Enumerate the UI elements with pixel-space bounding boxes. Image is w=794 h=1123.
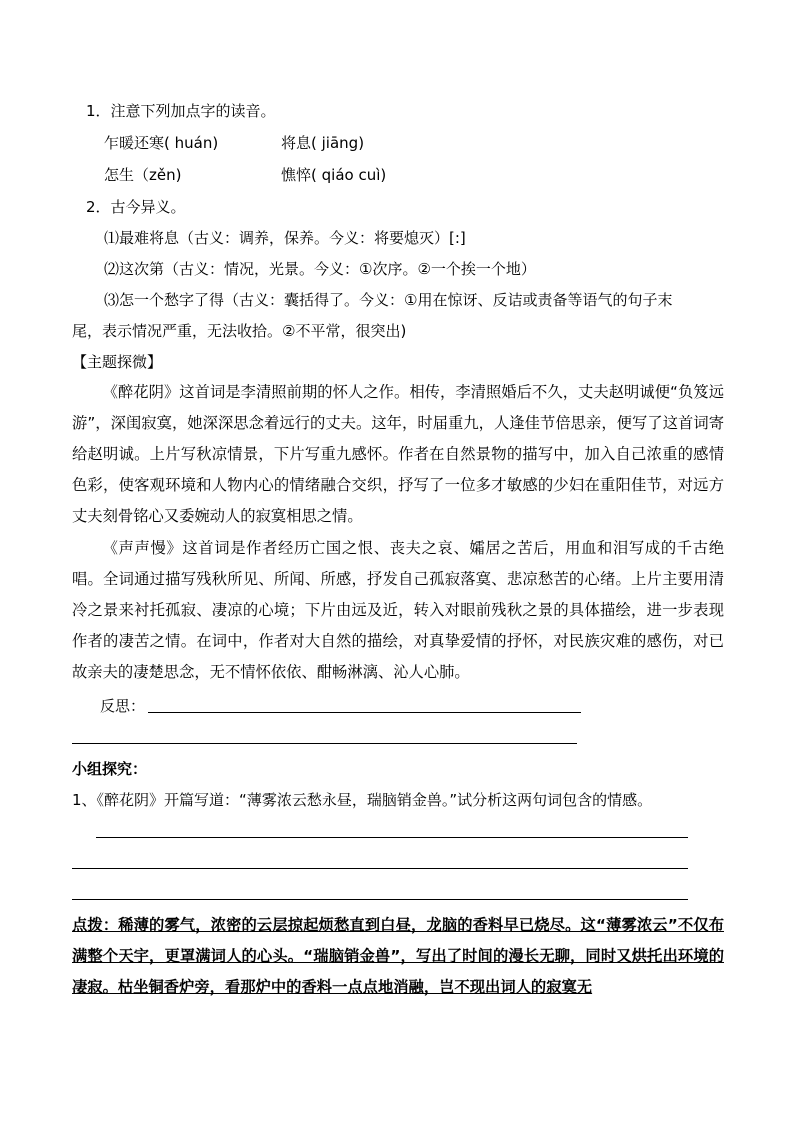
answer-line[interactable] xyxy=(96,837,688,838)
word: 憔悴 xyxy=(281,166,312,184)
pinyin: ( qiáo cuì) xyxy=(311,166,387,184)
answer-line[interactable] xyxy=(72,868,688,869)
section1-title: 1．注意下列加点字的读音。 xyxy=(86,102,276,120)
pinyin: ( huán) xyxy=(164,134,219,152)
reflection-answer-line[interactable] xyxy=(148,712,581,713)
group-question-1: 1、《醉花阴》开篇写道：“薄雾浓云愁永昼，瑞脑销金兽。”试分析这两句词包含的情感。 xyxy=(72,791,653,809)
word: 乍暖还寒 xyxy=(104,134,165,152)
group-study-heading: 小组探究： xyxy=(72,760,148,778)
ancient-modern-item-1: ⑴最难将息（古义：调养，保养。今义：将要熄灭）[:] xyxy=(104,229,466,247)
hint-paragraph: 点拨：稀薄的雾气，浓密的云层掠起烦愁直到白昼，龙脑的香料早已烧尽。这“薄雾浓云”不仅布满整个天宇，更罩满词人的心头。“瑞脑销金兽”，写出了时间的漫长无聊，同时又烘托出环境的凄寂。枯坐铜香炉旁，看那炉中的香料一点点地消融，岂不现出词人的寂寞无 xyxy=(72,916,724,996)
ancient-modern-item-3-line1: ⑶怎一个愁字了得（古义：囊括得了。今义：①用在惊讶、反诘或责备等语气的句子末 xyxy=(104,291,673,309)
theme-paragraph-2: 《声声慢》这首词是作者经历亡国之恨、丧夫之哀、孀居之苦后，用血和泪写成的千古绝唱。全词通过描写残秋所见、所闻、所感，抒发自己孤寂落寞、悲凉愁苦的心绪。上片主要用清冷之景来衬托孤寂、凄凉的心境；下片由远及近，转入对眼前残秋之景的具体描绘，进一步表现作者的凄苦之情。在词中，作者对大自然的描绘，对真挚爱情的抒怀，对民族灾难的感伤，对已故亲夫的凄楚思念，无不情怀依依、酣畅淋漓、沁人心肺。 xyxy=(72,539,724,681)
section2-title: 2．古今异义。 xyxy=(86,198,186,216)
reflection-answer-line[interactable] xyxy=(72,743,577,744)
theme-heading: 【主题探微】 xyxy=(72,353,163,371)
ancient-modern-item-2: ⑵这次第（古义：情况，光景。今义：①次序。②一个挨一个地） xyxy=(104,260,536,278)
word: 将息 xyxy=(281,134,312,152)
pinyin: ( jiāng) xyxy=(311,134,365,152)
ancient-modern-item-3-line2: 尾，表示情况严重，无法收拾。②不平常，很突出) xyxy=(72,322,407,340)
pinyin: （zěn) xyxy=(134,166,182,184)
reflection-label: 反思： xyxy=(100,697,146,715)
pronunciation-item xyxy=(281,165,386,185)
pronunciation-item xyxy=(104,133,218,153)
theme-paragraph-1: 《醉花阴》这首词是李清照前期的怀人之作。相传，李清照婚后不久，丈夫赵明诚便“负笈远游”，深闺寂寞，她深深思念着远行的丈夫。这年，时届重九，人逢佳节倍思亲，便写了这首词寄给赵明诚。上片写秋凉情景，下片写重九感怀。作者在自然景物的描写中，加入自己浓重的感情色彩，使客观环境和人物内心的情绪融合交织，抒写了一位多才敏感的少妇在重阳佳节，对远方丈夫刻骨铭心又委婉动人的寂寞相思之情。 xyxy=(72,383,724,525)
pronunciation-item xyxy=(104,165,181,185)
word: 怎生 xyxy=(104,166,135,184)
pronunciation-item xyxy=(281,133,364,153)
answer-line[interactable] xyxy=(72,899,688,900)
